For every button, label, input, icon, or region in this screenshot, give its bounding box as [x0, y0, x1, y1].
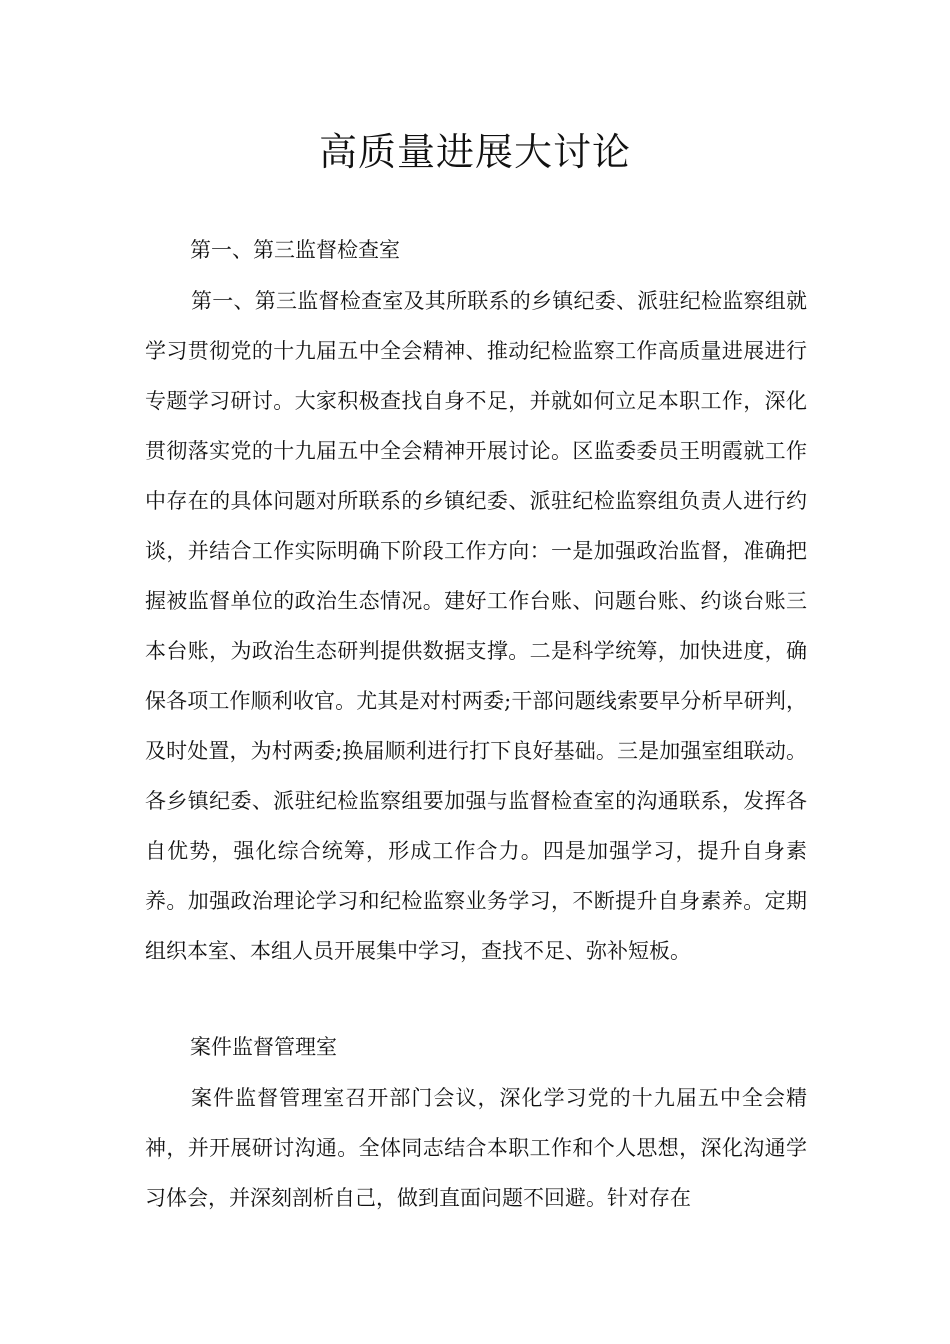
section-heading: 第一、第三监督检查室	[190, 238, 400, 262]
section-heading: 案件监督管理室	[190, 1035, 337, 1059]
section-paragraph: 案件监督管理室召开部门会议，深化学习党的十九届五中全会精神，并开展研讨沟通。全体同志结合本职工作和个人思想，深化沟通学习体会，并深刻剖析自己，做到直面问题不回避。针对存在	[145, 1086, 807, 1210]
document-title: 高质量进展大讨论	[318, 130, 631, 174]
section-paragraph: 第一、第三监督检查室及其所联系的乡镇纪委、派驻纪检监察组就学习贯彻党的十九届五中全会精神、推动纪检监察工作高质量进展进行专题学习研讨。大家积极查找自身不足，并就如何立足本职工作，深化贯彻落实党的十九届五中全会精神开展讨论。区监委委员王明霞就工作中存在的具体问题对所联系的乡镇纪委、派驻纪检监察组负责人进行约谈，并结合工作实际明确下阶段工作方向：一是加强政治监督，准确把握被监督单位的政治生态情况。建好工作台账、问题台账、约谈台账三本台账，为政治生态研判提供数据支撑。二是科学统筹，加快进度，确保各项工作顺利收官。尤其是对村两委;干部问题线索要早分析早研判，及时处置，为村两委;换届顺利进行打下良好基础。三是加强室组联动。各乡镇纪委、派驻纪检监察组要加强与监督检查室的沟通联系，发挥各自优势，强化综合统筹，形成工作合力。四是加强学习，提升自身素养。加强政治理论学习和纪检监察业务学习，不断提升自身素养。定期组织本室、本组人员开展集中学习，查找不足、弥补短板。	[145, 289, 807, 963]
